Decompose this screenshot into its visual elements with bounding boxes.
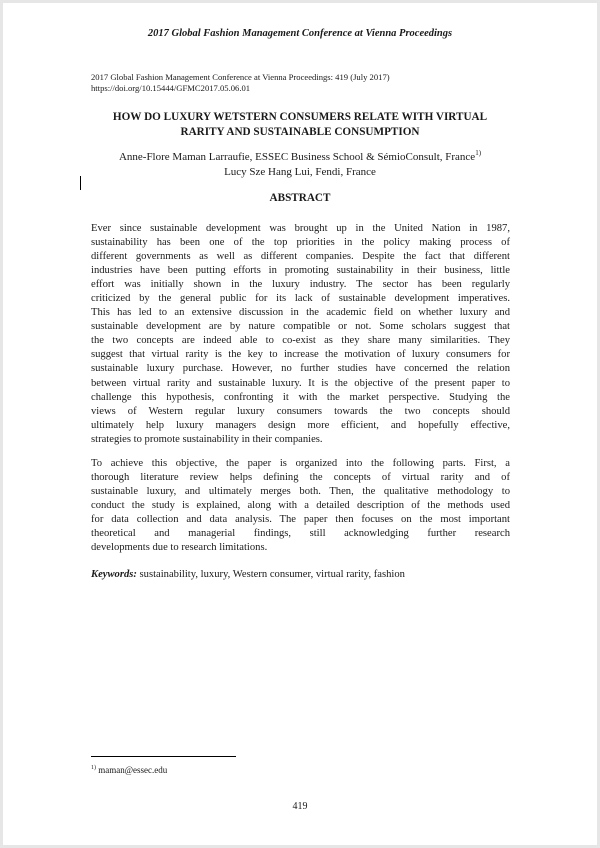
paragraph-line: ultimately help luxury managers design more efficient, and hopefully effective, bbox=[91, 419, 510, 431]
paragraph-line: suggest that virtual rarity is the key to increase the motivation of luxury consumers for bbox=[91, 349, 510, 361]
footnote-divider bbox=[91, 756, 236, 757]
paragraph-line: industries have been putting efforts in promoting sustainability in their business, little bbox=[91, 265, 510, 277]
doi-line[interactable]: https://doi.org/10.15444/GFMC2017.05.06.01 bbox=[91, 83, 251, 93]
paragraph-line: for data collection and data analysis. The paper then focuses on the most important bbox=[91, 514, 510, 526]
paragraph-line: sustainability has been one of the top priorities in the policy making process of bbox=[91, 237, 510, 249]
keywords-label: Keywords: bbox=[91, 569, 137, 580]
paragraph-line: theoretical and managerial findings, still acknowledging further research bbox=[91, 528, 510, 540]
page-frame-left bbox=[0, 0, 3, 848]
abstract-paragraph-2 bbox=[91, 457, 510, 555]
paragraph-line: criticized by the general public for its lack of sustainable development imperatives. bbox=[91, 293, 510, 305]
running-header: 2017 Global Fashion Management Conference at Vienna Proceedings bbox=[147, 28, 453, 39]
paragraph-line: Ever since sustainable development was brought up in the United Nation in 1987, bbox=[91, 223, 510, 234]
author-second: Lucy Sze Hang Lui, Fendi, France bbox=[224, 166, 376, 178]
paragraph-line: To achieve this objective, the paper is organized into the following parts. First, a bbox=[91, 458, 510, 469]
paragraph-line: effort was initially shown in the luxury industry. The sector has been regularly bbox=[91, 279, 510, 291]
paragraph-line: strategies to promote sustainability in their companies. bbox=[91, 433, 323, 445]
paragraph-line: the two concepts are indeed able to co-exist as they share many similarities. They bbox=[91, 335, 510, 347]
author-first: Anne-Flore Maman Larraufie, ESSEC Business School & SémioConsult, France bbox=[118, 151, 476, 163]
keywords-value: sustainability, luxury, Western consumer, virtual rarity, fashion bbox=[136, 569, 405, 580]
author-line bbox=[60, 150, 540, 165]
author-block bbox=[60, 150, 540, 180]
footnote bbox=[91, 765, 167, 775]
paragraph-line: conduct the study is explained, along with a detailed description of the methods used bbox=[91, 500, 510, 512]
paragraph-line: sustainable luxury, and ultimately merges both. Then, the qualitative methodology to bbox=[91, 486, 510, 498]
keywords-line bbox=[91, 569, 405, 580]
paper-title bbox=[60, 110, 540, 139]
title-line: RARITY AND SUSTAINABLE CONSUMPTION bbox=[180, 125, 420, 138]
paragraph-line: views of Western regular luxury consumers towards the two concepts should bbox=[91, 405, 510, 417]
page-number: 419 bbox=[292, 801, 308, 812]
paragraph-line: sustainable development are by nature compatible or not. Some scholars suggest that bbox=[91, 321, 510, 333]
abstract-heading: ABSTRACT bbox=[269, 192, 331, 204]
paragraph-line: sustainable luxury purchase. However, no further studies have concerned the relation bbox=[91, 363, 510, 375]
paragraph-line: This has led to an extensive discussion in the academic field on whether luxury and bbox=[91, 307, 510, 319]
paragraph-line: developments due to research limitations. bbox=[91, 542, 268, 554]
title-line: HOW DO LUXURY WETSTERN CONSUMERS RELATE WITH VIRTUAL bbox=[112, 111, 488, 123]
abstract-paragraph-1 bbox=[91, 222, 510, 447]
paragraph-line: thorough literature review helps defining the concepts of virtual rarity and of bbox=[91, 472, 510, 484]
footnote-mark: 1) bbox=[475, 149, 482, 157]
page-frame-top bbox=[0, 0, 600, 3]
text-cursor bbox=[80, 176, 81, 190]
footnote-mark: 1) bbox=[91, 765, 96, 771]
footnote-email[interactable]: maman@essec.edu bbox=[96, 765, 168, 775]
paragraph-line: different governments as well as different companies. Despite the fact that different bbox=[91, 251, 510, 263]
paragraph-line: between virtual rarity and sustainable luxury. It is the objective of the present paper to bbox=[91, 377, 510, 389]
paragraph-line: challenge this hypothesis, confronting it with the market perspective. Studying the bbox=[91, 391, 510, 403]
citation-block bbox=[91, 72, 511, 94]
citation-line: 2017 Global Fashion Management Conference at Vienna Proceedings: 419 (July 2017) bbox=[91, 72, 390, 82]
